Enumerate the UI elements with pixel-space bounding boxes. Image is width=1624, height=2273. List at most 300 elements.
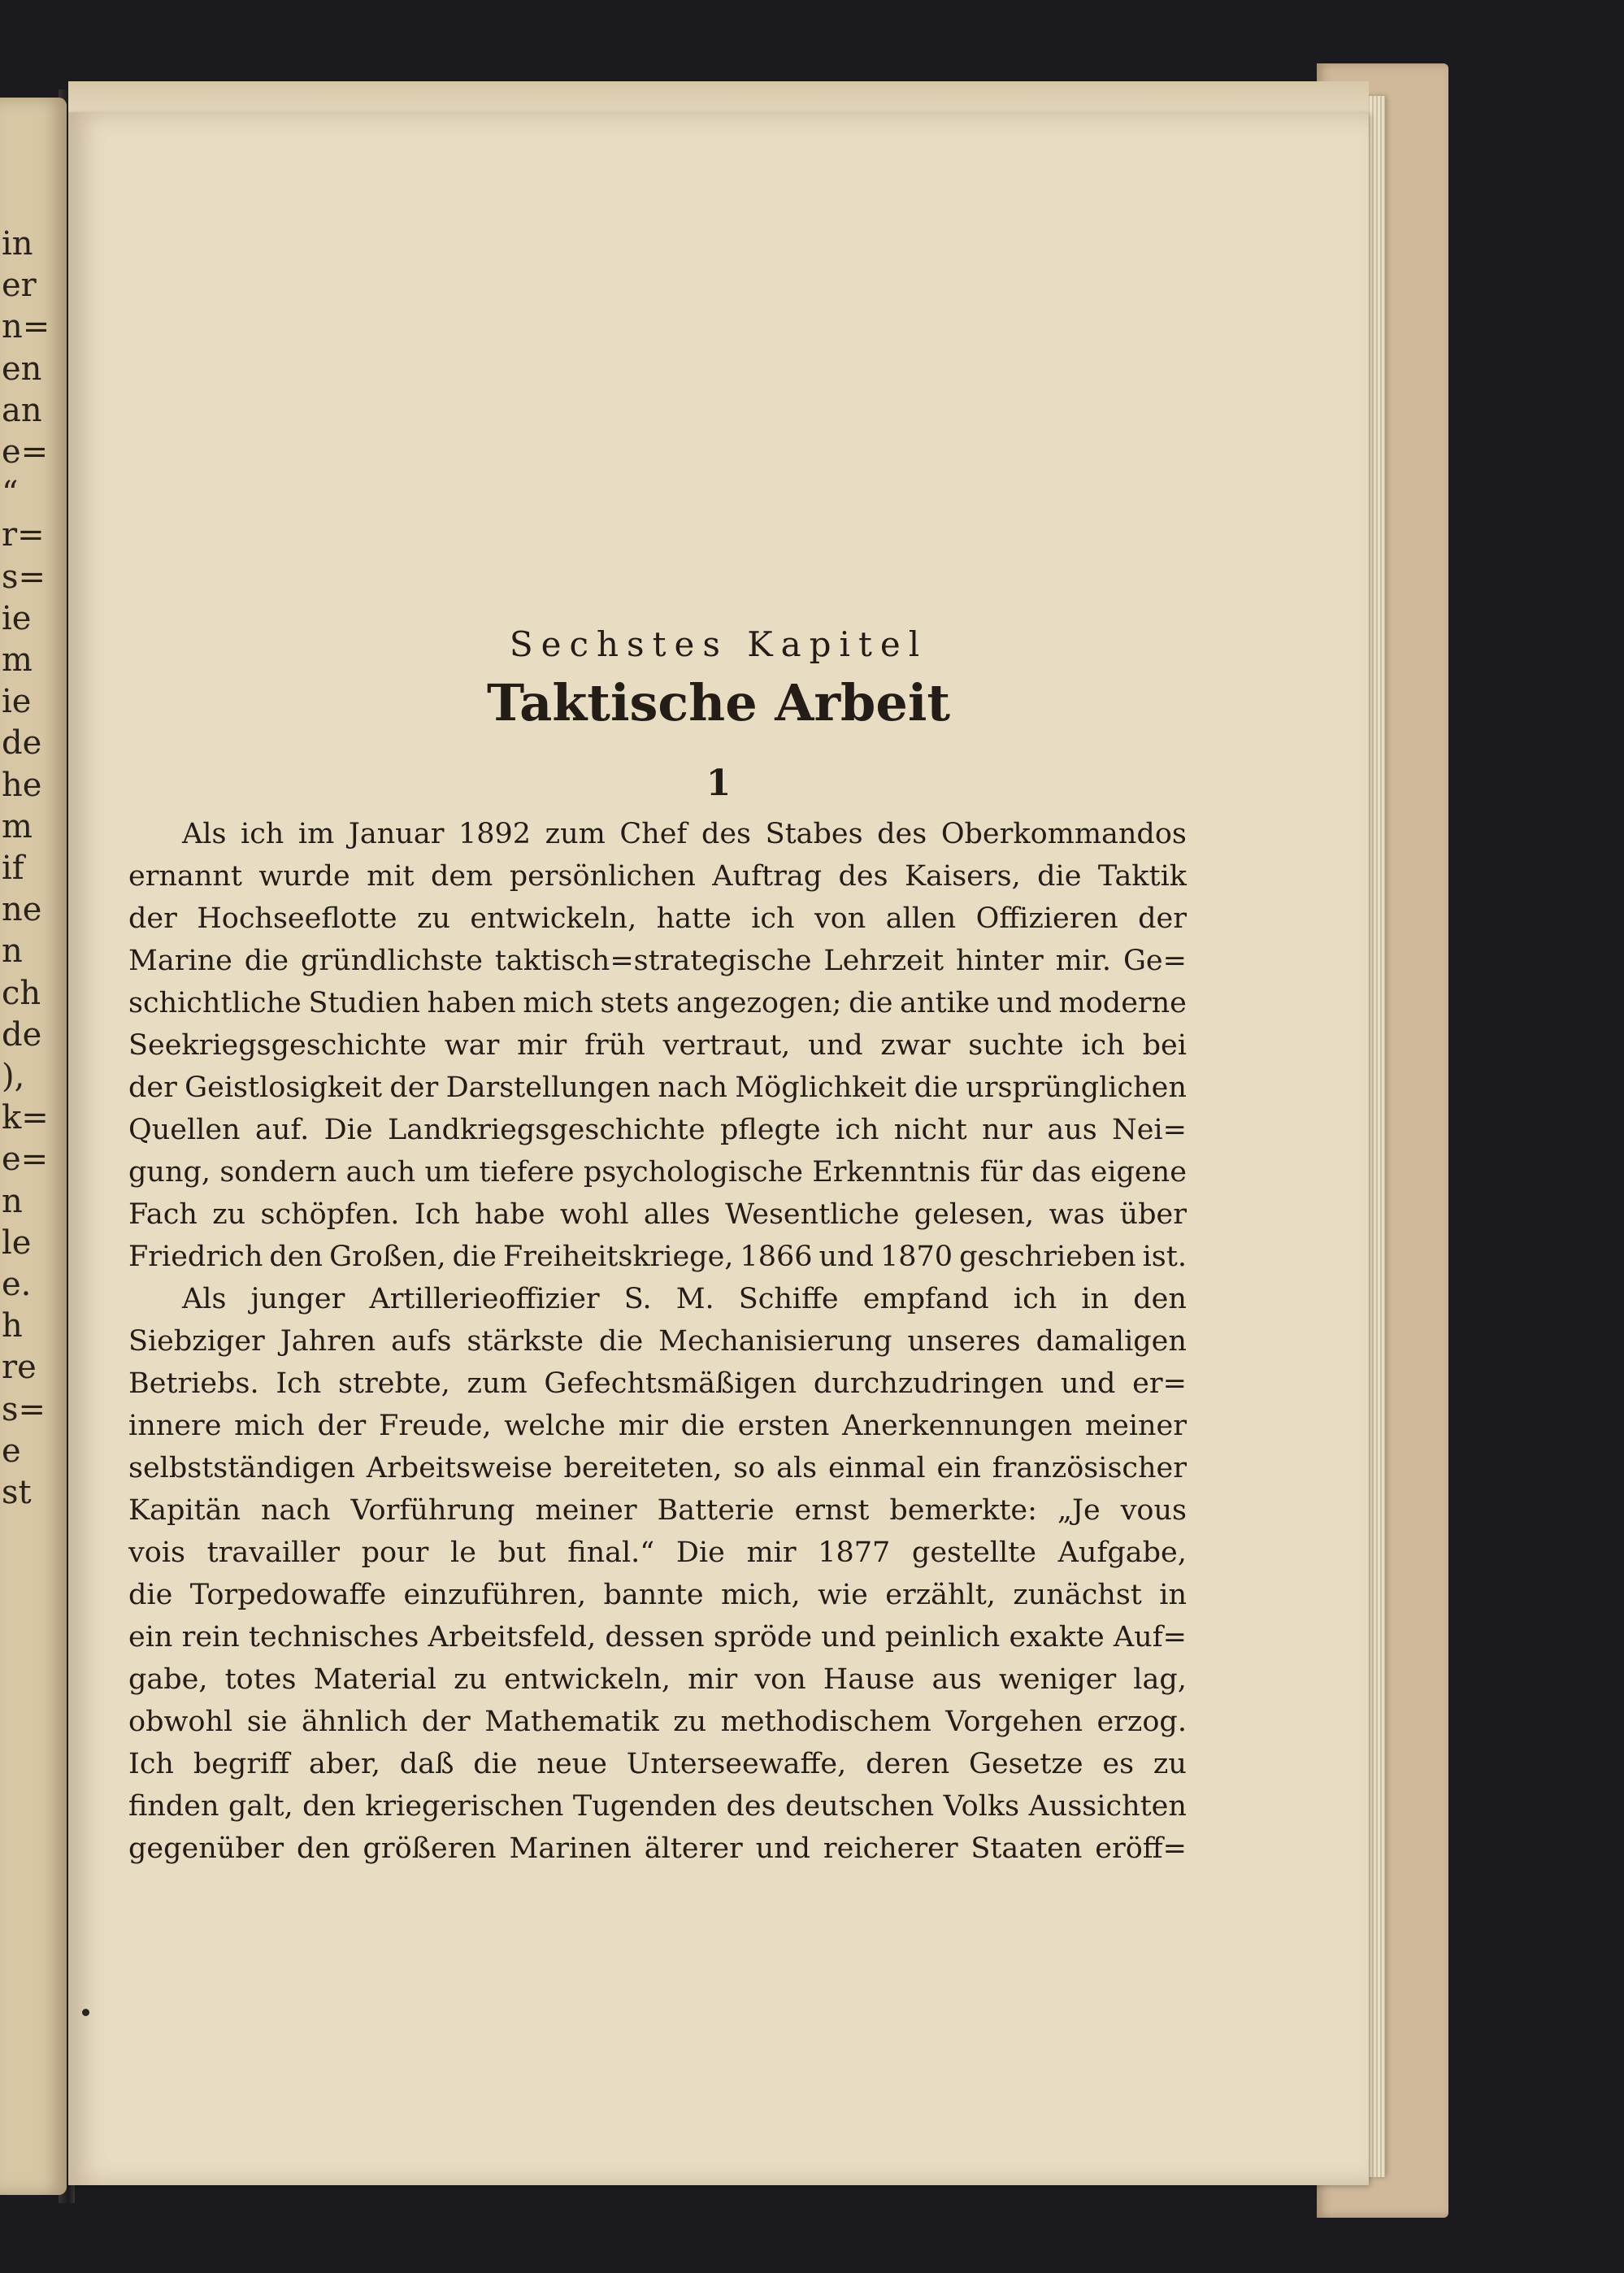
word: die xyxy=(473,1748,518,1780)
word: und xyxy=(821,1621,876,1654)
word: des xyxy=(726,1790,776,1823)
word: gestellte xyxy=(911,1536,1036,1569)
word: Stabes xyxy=(765,818,863,850)
word: Quellen xyxy=(128,1114,241,1146)
left-page-fragment: he xyxy=(2,768,42,802)
left-page-fragment: ie xyxy=(2,602,32,635)
word: erzog. xyxy=(1096,1706,1187,1738)
word: ich xyxy=(836,1114,879,1146)
word: ersten xyxy=(737,1410,830,1442)
left-page-fragment: ), xyxy=(2,1060,25,1093)
word: Die xyxy=(323,1114,373,1146)
word: nicht xyxy=(893,1114,967,1146)
word: Tugenden xyxy=(572,1790,718,1823)
text-line xyxy=(128,1410,1187,1452)
word: Auf= xyxy=(1113,1621,1187,1654)
left-page-fragment: n= xyxy=(2,311,50,344)
left-page-fragment: k= xyxy=(2,1102,49,1135)
word: was xyxy=(1049,1198,1105,1231)
word: über xyxy=(1119,1198,1187,1231)
word: kriegerischen xyxy=(365,1790,564,1823)
word: Marinen xyxy=(509,1832,632,1865)
word: und xyxy=(808,1029,863,1062)
word: Marine xyxy=(128,945,232,977)
word: tiefere xyxy=(479,1156,575,1189)
word: und xyxy=(1060,1367,1116,1400)
text-line xyxy=(128,1536,1187,1579)
word: der xyxy=(1138,902,1187,935)
word: 1877 xyxy=(818,1536,891,1569)
word: Mathematik xyxy=(484,1706,659,1738)
word: Anerkennungen xyxy=(842,1410,1073,1442)
word: ursprünglichen xyxy=(966,1071,1187,1104)
word: M. xyxy=(675,1283,714,1315)
word: Friedrich xyxy=(128,1241,263,1273)
word: Ge= xyxy=(1122,945,1187,977)
word: als xyxy=(776,1452,818,1484)
word: mit xyxy=(367,860,415,893)
word: die xyxy=(452,1241,497,1273)
word: mir xyxy=(618,1410,668,1442)
word: junger xyxy=(250,1283,345,1315)
text-line xyxy=(128,860,1187,902)
word: französischer xyxy=(992,1452,1187,1484)
word: zwar xyxy=(880,1029,951,1062)
word: antike xyxy=(900,987,990,1019)
word: einzuführen, xyxy=(403,1579,587,1611)
word: wie xyxy=(818,1579,868,1611)
word: Offizieren xyxy=(975,902,1118,935)
word: den xyxy=(302,1790,356,1823)
word: um xyxy=(424,1156,471,1189)
word: innere xyxy=(128,1410,222,1442)
left-page-fragment: st xyxy=(2,1476,32,1509)
word: Studien xyxy=(308,987,420,1019)
word: ein xyxy=(128,1621,173,1654)
word: auch xyxy=(345,1156,416,1189)
word: war xyxy=(444,1029,500,1062)
word: und xyxy=(997,987,1052,1019)
word: 1866 xyxy=(740,1241,813,1273)
word: zunächst xyxy=(1013,1579,1142,1611)
word: aus xyxy=(1047,1114,1097,1146)
word: galt, xyxy=(228,1790,293,1823)
word: und xyxy=(819,1241,874,1273)
word: Siebziger xyxy=(128,1325,265,1358)
word: Fach xyxy=(128,1198,198,1231)
left-page-fragment: re xyxy=(2,1351,37,1384)
text-line xyxy=(128,987,1187,1029)
word: Aufgabe, xyxy=(1057,1536,1187,1569)
word: exakte xyxy=(1009,1621,1105,1654)
word: selbstständigen xyxy=(128,1452,355,1484)
word: Vorführung xyxy=(350,1494,515,1527)
word: dem xyxy=(430,860,493,893)
left-page-fragment: an xyxy=(2,393,42,427)
word: Darstellungen xyxy=(445,1071,651,1104)
word: travailler xyxy=(206,1536,340,1569)
book-page xyxy=(68,112,1369,2185)
word: gabe, xyxy=(128,1663,208,1696)
text-line xyxy=(128,1156,1187,1198)
word: schöpfen. xyxy=(260,1198,400,1231)
word: Staaten xyxy=(970,1832,1083,1865)
word: Landkriegsgeschichte xyxy=(387,1114,706,1146)
word: Aussichten xyxy=(1028,1790,1187,1823)
word: Material xyxy=(313,1663,437,1696)
word: zu xyxy=(454,1663,488,1696)
word: entwickeln, xyxy=(470,902,637,935)
text-line xyxy=(128,1706,1187,1748)
word: Möglichkeit xyxy=(735,1071,907,1104)
word: hatte xyxy=(656,902,732,935)
word: damaligen xyxy=(1036,1325,1187,1358)
word: der xyxy=(317,1410,367,1442)
left-page-fragment: e= xyxy=(2,436,49,468)
word: zum xyxy=(545,818,606,850)
word: psychologische xyxy=(583,1156,803,1189)
word: bemerkte: xyxy=(889,1494,1037,1527)
word: unseres xyxy=(907,1325,1021,1358)
word: mir xyxy=(517,1029,567,1062)
word: nach xyxy=(261,1494,331,1527)
word: gegenüber xyxy=(128,1832,284,1865)
word: die xyxy=(598,1325,644,1358)
word: Ich xyxy=(128,1748,174,1780)
word: mir xyxy=(688,1663,738,1696)
word: peinlich xyxy=(884,1621,1001,1654)
word: mir. xyxy=(1055,945,1112,977)
chapter-title: Taktische Arbeit xyxy=(486,673,951,732)
word: aber, xyxy=(308,1748,380,1780)
word: schichtliche xyxy=(128,987,302,1019)
word: persönlichen xyxy=(509,860,696,893)
left-page-fragment: in xyxy=(2,228,33,260)
word: haben xyxy=(427,987,516,1019)
word: den xyxy=(296,1832,350,1865)
word: Mechanisierung xyxy=(658,1325,892,1358)
text-line xyxy=(128,945,1187,987)
word: gung, xyxy=(128,1156,211,1189)
section-number: 1 xyxy=(706,763,732,804)
word: dessen xyxy=(605,1621,705,1654)
word: mich xyxy=(523,987,593,1019)
word: ich xyxy=(1013,1283,1057,1315)
left-page-fragment: ne xyxy=(2,893,42,927)
word: es xyxy=(1102,1748,1135,1780)
word: früh xyxy=(584,1029,645,1062)
word: vous xyxy=(1120,1494,1187,1527)
text-line xyxy=(128,1832,1187,1875)
word: Batterie xyxy=(657,1494,775,1527)
word: Nei= xyxy=(1112,1114,1187,1146)
word: größeren xyxy=(363,1832,497,1865)
word: sondern xyxy=(219,1156,337,1189)
text-line xyxy=(128,1198,1187,1241)
word: final.“ xyxy=(567,1536,655,1569)
word: vertraut, xyxy=(662,1029,791,1062)
word: von xyxy=(814,902,866,935)
word: spröde xyxy=(713,1621,813,1654)
word: zu xyxy=(1153,1748,1187,1780)
word: Freude, xyxy=(379,1410,492,1442)
left-page-fragment: s= xyxy=(2,560,46,593)
left-page-fragment: n xyxy=(2,1184,23,1218)
word: den xyxy=(269,1241,323,1273)
word: Chef xyxy=(619,818,688,850)
word: der xyxy=(389,1071,439,1104)
word: Seekriegsgeschichte xyxy=(128,1029,427,1062)
text-line xyxy=(128,1367,1187,1410)
left-page-fragment: ch xyxy=(2,976,41,1010)
word: zu xyxy=(673,1706,707,1738)
word: ist. xyxy=(1142,1241,1187,1273)
word: die xyxy=(914,1071,958,1104)
word: nach xyxy=(658,1071,727,1104)
word: den xyxy=(1133,1283,1187,1315)
left-page-fragment: n xyxy=(2,935,23,968)
word: älterer xyxy=(644,1832,743,1865)
word: methodischem xyxy=(720,1706,931,1738)
word: für xyxy=(979,1156,1023,1189)
word: Hause xyxy=(823,1663,915,1696)
word: sie xyxy=(246,1706,288,1738)
word: eröff= xyxy=(1095,1832,1187,1865)
word: des xyxy=(877,818,927,850)
word: wurde xyxy=(258,860,350,893)
word: die xyxy=(849,987,893,1019)
word: Hochseeflotte xyxy=(197,902,397,935)
text-line xyxy=(128,1325,1187,1367)
word: Betriebs. xyxy=(128,1367,259,1400)
word: Gesetze xyxy=(969,1748,1083,1780)
word: Arbeitsweise xyxy=(366,1452,553,1484)
word: erzählt, xyxy=(885,1579,996,1611)
word: von xyxy=(754,1663,806,1696)
word: pour xyxy=(361,1536,429,1569)
word: welche xyxy=(504,1410,606,1442)
margin-dot xyxy=(82,2009,89,2016)
text-line xyxy=(128,1579,1187,1621)
left-page-fragment: e= xyxy=(2,1143,49,1176)
word: ich xyxy=(241,818,284,850)
body-text xyxy=(128,818,1187,1875)
word: technisches xyxy=(248,1621,419,1654)
word: Arbeitsfeld, xyxy=(428,1621,597,1654)
word: Wesentliche xyxy=(725,1198,900,1231)
word: but xyxy=(497,1536,546,1569)
left-page-fragment: m xyxy=(2,644,33,676)
word: ernst xyxy=(794,1494,870,1527)
word: des xyxy=(701,818,752,850)
word: Ich xyxy=(276,1367,322,1400)
word: allen xyxy=(885,902,957,935)
word: im xyxy=(297,818,335,850)
word: so xyxy=(733,1452,766,1484)
left-page-fragment: s= xyxy=(2,1393,46,1426)
word: empfand xyxy=(862,1283,989,1315)
word: gelesen, xyxy=(914,1198,1035,1231)
word: daß xyxy=(399,1748,454,1780)
word: ernannt xyxy=(128,860,242,893)
word: die xyxy=(680,1410,725,1442)
word: Freiheitskriege, xyxy=(502,1241,734,1273)
word: Volks xyxy=(943,1790,1020,1823)
word: alles xyxy=(643,1198,710,1231)
word: Als xyxy=(182,818,227,850)
word: S. xyxy=(623,1283,652,1315)
word: mich xyxy=(234,1410,305,1442)
word: die xyxy=(244,945,289,977)
word: auf. xyxy=(254,1114,310,1146)
word: der xyxy=(128,1071,177,1104)
word: moderne xyxy=(1058,987,1187,1019)
word: ich xyxy=(751,902,795,935)
word: der xyxy=(128,902,177,935)
word: „Je xyxy=(1057,1494,1101,1527)
word: Gefechtsmäßigen xyxy=(544,1367,797,1400)
word: stets xyxy=(600,987,670,1019)
word: des xyxy=(838,860,888,893)
text-line xyxy=(128,1071,1187,1114)
word: ähnlich xyxy=(302,1706,408,1738)
word: 1892 xyxy=(458,818,532,850)
left-page-fragment: r= xyxy=(2,519,45,552)
left-page-fragment: de xyxy=(2,727,42,760)
word: deutschen xyxy=(785,1790,935,1823)
word: reicherer xyxy=(823,1832,958,1865)
word: einmal xyxy=(827,1452,926,1484)
page-top-edge xyxy=(68,81,1369,114)
word: eigene xyxy=(1090,1156,1187,1189)
word: meiner xyxy=(1084,1410,1187,1442)
word: in xyxy=(1159,1579,1187,1611)
word: in xyxy=(1081,1283,1109,1315)
word: das xyxy=(1031,1156,1082,1189)
word: nur xyxy=(982,1114,1032,1146)
word: geschrieben xyxy=(959,1241,1136,1273)
left-page-fragment: le xyxy=(2,1226,32,1259)
word: aufs xyxy=(391,1325,452,1358)
word: die xyxy=(128,1579,173,1611)
word: stärkste xyxy=(467,1325,584,1358)
word: wohl xyxy=(559,1198,629,1231)
word: Artillerieoffizier xyxy=(369,1283,600,1315)
text-line xyxy=(128,1790,1187,1832)
word: finden xyxy=(128,1790,219,1823)
word: le xyxy=(450,1536,476,1569)
word: bei xyxy=(1142,1029,1187,1062)
word: entwickeln, xyxy=(504,1663,671,1696)
word: Januar xyxy=(348,818,445,850)
text-line xyxy=(128,1494,1187,1536)
text-line xyxy=(128,1029,1187,1071)
word: Schiffe xyxy=(738,1283,839,1315)
word: Geistlosigkeit xyxy=(185,1071,383,1104)
word: Taktik xyxy=(1097,860,1187,893)
word: deren xyxy=(866,1748,950,1780)
text-line xyxy=(128,1241,1187,1283)
left-page-fragment: en xyxy=(2,352,42,385)
word: Erkenntnis xyxy=(812,1156,971,1189)
word: durchzudringen xyxy=(813,1367,1044,1400)
word: angezogen; xyxy=(675,987,842,1019)
word: Jahren xyxy=(280,1325,376,1358)
word: obwohl xyxy=(128,1706,233,1738)
left-page-fragment: h xyxy=(2,1310,23,1343)
text-line xyxy=(128,1283,1187,1325)
text-line xyxy=(128,1748,1187,1790)
left-page-fragment: m xyxy=(2,810,33,843)
word: habe xyxy=(475,1198,545,1231)
text-line xyxy=(128,902,1187,945)
word: mich, xyxy=(720,1579,801,1611)
text-line xyxy=(128,1663,1187,1706)
word: Kapitän xyxy=(128,1494,241,1527)
word: zu xyxy=(212,1198,246,1231)
word: mir xyxy=(746,1536,797,1569)
word: Torpedowaffe xyxy=(189,1579,387,1611)
word: gründlichste xyxy=(301,945,483,977)
word: zu xyxy=(417,902,450,935)
left-page-fragment: e xyxy=(2,1434,21,1467)
word: strebte, xyxy=(338,1367,450,1400)
word: begriff xyxy=(193,1748,290,1780)
word: ein xyxy=(936,1452,981,1484)
text-line xyxy=(128,1452,1187,1494)
word: Ich xyxy=(414,1198,460,1231)
chapter-label: Sechstes Kapitel xyxy=(509,624,928,664)
word: der xyxy=(421,1706,471,1738)
word: rein xyxy=(181,1621,240,1654)
left-page-fragment: de xyxy=(2,1018,42,1051)
word: Auftrag xyxy=(712,860,823,893)
word: meiner xyxy=(535,1494,637,1527)
word: hinter xyxy=(955,945,1044,977)
word: lag, xyxy=(1133,1663,1187,1696)
left-page-fragment: ie xyxy=(2,685,32,719)
word: totes xyxy=(224,1663,297,1696)
left-page-fragment: e. xyxy=(2,1268,32,1301)
word: Großen, xyxy=(329,1241,446,1273)
word: er= xyxy=(1132,1367,1187,1400)
word: Unterseewaffe, xyxy=(626,1748,847,1780)
word: weniger xyxy=(998,1663,1117,1696)
text-line xyxy=(128,1114,1187,1156)
word: Kaisers, xyxy=(905,860,1021,893)
word: bereiteten, xyxy=(563,1452,723,1484)
text-line xyxy=(128,1621,1187,1663)
word: Vorgehen xyxy=(945,1706,1083,1738)
word: pflegte xyxy=(719,1114,821,1146)
left-page-fragment: “ xyxy=(2,477,19,511)
word: zum xyxy=(467,1367,528,1400)
word: und xyxy=(755,1832,811,1865)
word: Lehrzeit xyxy=(823,945,944,977)
word: vois xyxy=(128,1536,185,1569)
left-page-edge xyxy=(0,98,67,2195)
word: bannte xyxy=(603,1579,704,1611)
word: Die xyxy=(675,1536,725,1569)
text-line xyxy=(128,818,1187,860)
word: 1870 xyxy=(880,1241,953,1273)
word: suchte xyxy=(968,1029,1064,1062)
word: Oberkommandos xyxy=(940,818,1187,850)
left-page-fragment: er xyxy=(2,269,37,302)
word: die xyxy=(1037,860,1082,893)
word: Als xyxy=(182,1283,227,1315)
word: taktisch=strategische xyxy=(494,945,812,977)
